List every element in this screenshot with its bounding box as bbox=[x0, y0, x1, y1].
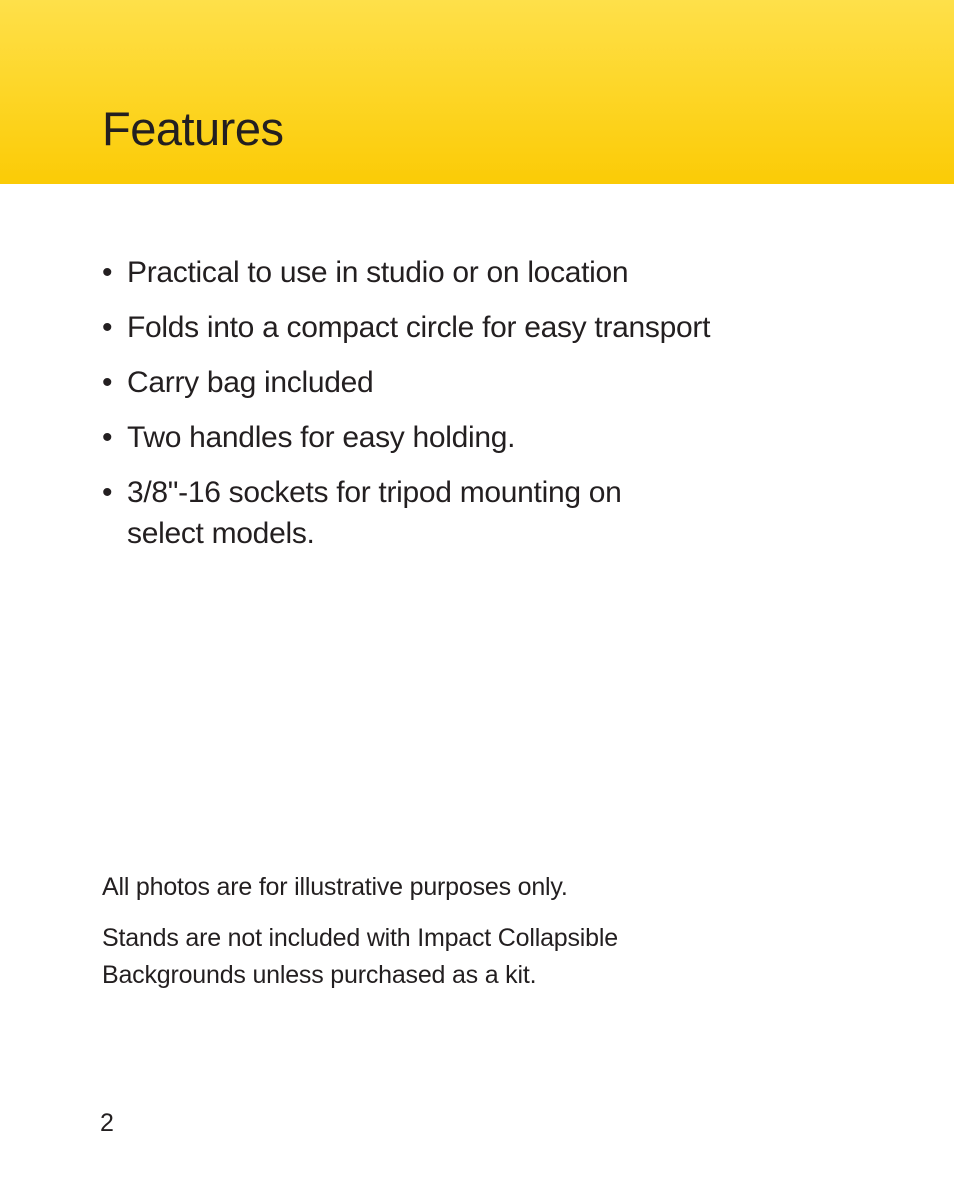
list-item bbox=[102, 417, 822, 458]
stands-disclaimer: Stands are not included with Impact Collapsible Backgrounds unless purchased as a kit. bbox=[102, 924, 618, 989]
feature-text: 3/8"-16 sockets for tripod mounting on select models. bbox=[127, 476, 622, 550]
header-band bbox=[0, 0, 954, 184]
feature-list bbox=[102, 252, 822, 568]
bullet: • bbox=[102, 366, 113, 399]
list-item bbox=[102, 362, 822, 403]
bullet: • bbox=[102, 311, 113, 344]
bullet: • bbox=[102, 421, 113, 454]
bullet: • bbox=[102, 256, 113, 289]
list-item bbox=[102, 252, 822, 293]
list-item bbox=[102, 307, 822, 348]
bullet: • bbox=[102, 476, 113, 509]
feature-text: Practical to use in studio or on location bbox=[127, 256, 629, 289]
feature-text: Carry bag included bbox=[127, 366, 374, 399]
list-item bbox=[102, 472, 687, 554]
page-number: 2 bbox=[100, 1109, 114, 1137]
page-title: Features bbox=[102, 102, 284, 155]
feature-text: Two handles for easy holding. bbox=[127, 421, 516, 454]
photo-disclaimer: All photos are for illustrative purposes only. bbox=[102, 873, 568, 901]
feature-text: Folds into a compact circle for easy transport bbox=[127, 311, 711, 344]
